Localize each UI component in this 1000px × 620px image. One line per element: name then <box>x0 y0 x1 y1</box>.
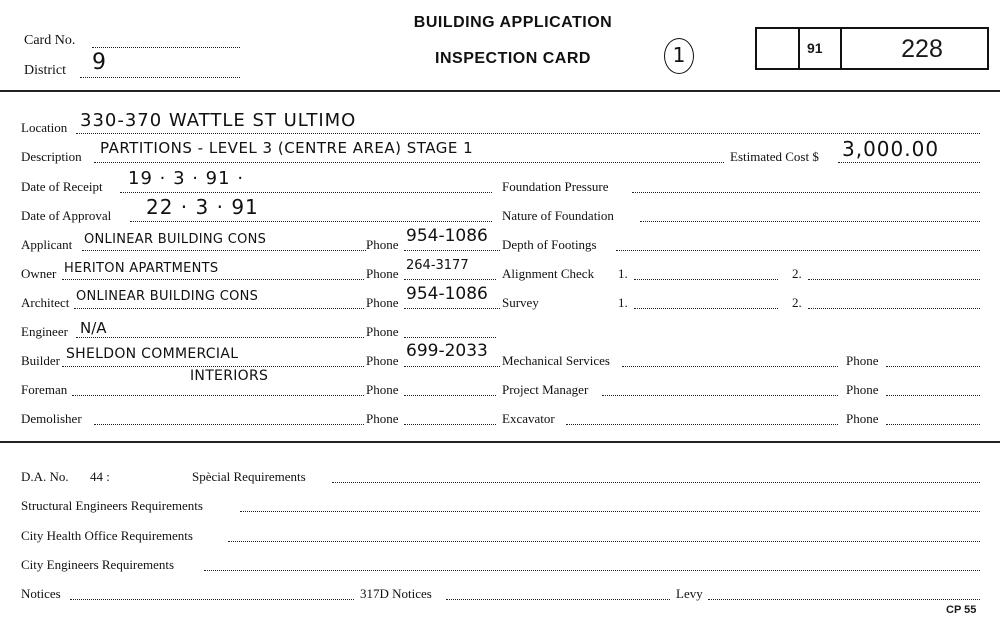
project-manager-field <box>602 395 838 396</box>
alignment-item1-label: 1. <box>618 266 628 281</box>
owner-label: Owner <box>21 266 57 281</box>
da-no-value: 44 : <box>90 469 110 484</box>
applicant-value: ONLINEAR BUILDING CONS <box>84 232 267 247</box>
foreman-label: Foreman <box>21 382 68 397</box>
foreman-field <box>72 395 364 396</box>
estimated-cost-value: 3,000.00 <box>842 137 940 161</box>
levy-label: Levy <box>676 586 703 601</box>
mechanical-services-label: Mechanical Services <box>502 353 610 368</box>
estimated-cost-field <box>838 162 980 163</box>
header-divider <box>0 90 1000 92</box>
foundation-pressure-label: Foundation Pressure <box>502 179 609 194</box>
owner-phone-label: Phone <box>366 266 399 281</box>
applicant-phone-field <box>404 250 500 251</box>
survey-item2-label: 2. <box>792 295 802 310</box>
demolisher-label: Demolisher <box>21 411 82 426</box>
levy-field <box>708 599 980 600</box>
project-manager-label: Project Manager <box>502 382 589 397</box>
box-number: 228 <box>901 35 943 63</box>
circled-number <box>664 38 694 74</box>
circled-number-value: 1 <box>672 43 686 67</box>
builder-field <box>62 366 364 367</box>
project-manager-phone-field <box>886 395 980 396</box>
estimated-cost-label: Estimated Cost $ <box>730 149 819 164</box>
title-line2: INSPECTION CARD <box>435 50 591 67</box>
footer-divider <box>0 441 1000 443</box>
engineer-label: Engineer <box>21 324 68 339</box>
mechanical-services-field <box>622 366 838 367</box>
builder-value-line1: SHELDON COMMERCIAL <box>66 346 239 362</box>
district-label: District <box>24 63 66 78</box>
card-no-label: Card No. <box>24 33 76 48</box>
depth-footings-field <box>616 250 980 251</box>
date-receipt-label: Date of Receipt <box>21 179 103 194</box>
box-divider <box>840 29 842 68</box>
excavator-field <box>566 424 838 425</box>
notices-317d-field <box>446 599 670 600</box>
form-code: CP 55 <box>946 604 977 616</box>
mechanical-phone-field <box>886 366 980 367</box>
special-requirements-label: Spècial Requirements <box>192 469 306 484</box>
structural-field <box>240 511 980 512</box>
applicant-label: Applicant <box>21 237 73 252</box>
notices-field <box>70 599 354 600</box>
district-value: 9 <box>92 50 107 75</box>
date-receipt-field <box>120 192 492 193</box>
notices-317d-label: 317D Notices <box>360 586 432 601</box>
owner-phone: 264-3177 <box>406 258 469 273</box>
date-approval-field <box>130 221 492 222</box>
card-no-field <box>92 47 240 48</box>
builder-label: Builder <box>21 353 60 368</box>
excavator-label: Excavator <box>502 411 555 426</box>
builder-phone: 699-2033 <box>406 341 488 361</box>
applicant-phone-label: Phone <box>366 237 399 252</box>
architect-label: Architect <box>21 295 70 310</box>
city-health-field <box>228 541 980 542</box>
builder-value-line2: INTERIORS <box>190 368 269 384</box>
excavator-phone-field <box>886 424 980 425</box>
location-label: Location <box>21 120 68 135</box>
foundation-pressure-field <box>632 192 980 193</box>
applicant-field <box>82 250 366 251</box>
alignment-item1-field <box>634 279 778 280</box>
survey-label: Survey <box>502 295 539 310</box>
architect-phone-label: Phone <box>366 295 399 310</box>
mechanical-phone-label: Phone <box>846 353 879 368</box>
description-value: PARTITIONS - LEVEL 3 (CENTRE AREA) STAGE 1 <box>100 139 474 157</box>
card-number-box <box>755 27 989 70</box>
engineer-phone-field <box>404 337 496 338</box>
builder-phone-field <box>404 366 500 367</box>
survey-item1-label: 1. <box>618 295 628 310</box>
owner-phone-field <box>404 279 496 280</box>
survey-item2-field <box>808 308 980 309</box>
date-approval-value: 22 · 3 · 91 <box>146 195 259 219</box>
engineer-phone-label: Phone <box>366 324 399 339</box>
box-divider <box>798 29 800 68</box>
foreman-phone-field <box>404 395 496 396</box>
owner-value: HERITON APARTMENTS <box>64 261 219 276</box>
alignment-check-label: Alignment Check <box>502 266 595 281</box>
date-approval-label: Date of Approval <box>21 208 112 223</box>
city-health-label: City Health Office Requirements <box>21 528 193 543</box>
location-value: 330-370 WATTLE ST ULTIMO <box>80 110 357 131</box>
depth-footings-label: Depth of Footings <box>502 237 597 252</box>
title-line1: BUILDING APPLICATION <box>413 14 613 31</box>
description-label: Description <box>21 149 82 164</box>
architect-phone-field <box>404 308 500 309</box>
structural-label: Structural Engineers Requirements <box>21 498 203 513</box>
architect-value: ONLINEAR BUILDING CONS <box>76 289 259 304</box>
location-field <box>76 133 980 134</box>
da-no-label: D.A. No. <box>21 469 69 484</box>
project-manager-phone-label: Phone <box>846 382 879 397</box>
engineer-value: N/A <box>80 319 107 337</box>
city-engineers-field <box>204 570 980 571</box>
builder-phone-label: Phone <box>366 353 399 368</box>
survey-item1-field <box>634 308 778 309</box>
architect-phone: 954-1086 <box>406 284 488 304</box>
date-receipt-value: 19 · 3 · 91 · <box>128 168 245 189</box>
applicant-phone: 954-1086 <box>406 226 488 246</box>
description-field <box>94 162 724 163</box>
nature-foundation-field <box>640 221 980 222</box>
demolisher-phone-field <box>404 424 496 425</box>
engineer-field <box>76 337 364 338</box>
alignment-item2-field <box>808 279 980 280</box>
architect-field <box>74 308 364 309</box>
demolisher-phone-label: Phone <box>366 411 399 426</box>
excavator-phone-label: Phone <box>846 411 879 426</box>
demolisher-field <box>94 424 364 425</box>
foreman-phone-label: Phone <box>366 382 399 397</box>
nature-foundation-label: Nature of Foundation <box>502 208 614 223</box>
special-requirements-field <box>332 482 980 483</box>
district-field <box>80 77 240 78</box>
notices-label: Notices <box>21 586 61 601</box>
box-series: 91 <box>807 40 823 56</box>
alignment-item2-label: 2. <box>792 266 802 281</box>
owner-field <box>62 279 364 280</box>
city-engineers-label: City Engineers Requirements <box>21 557 175 572</box>
